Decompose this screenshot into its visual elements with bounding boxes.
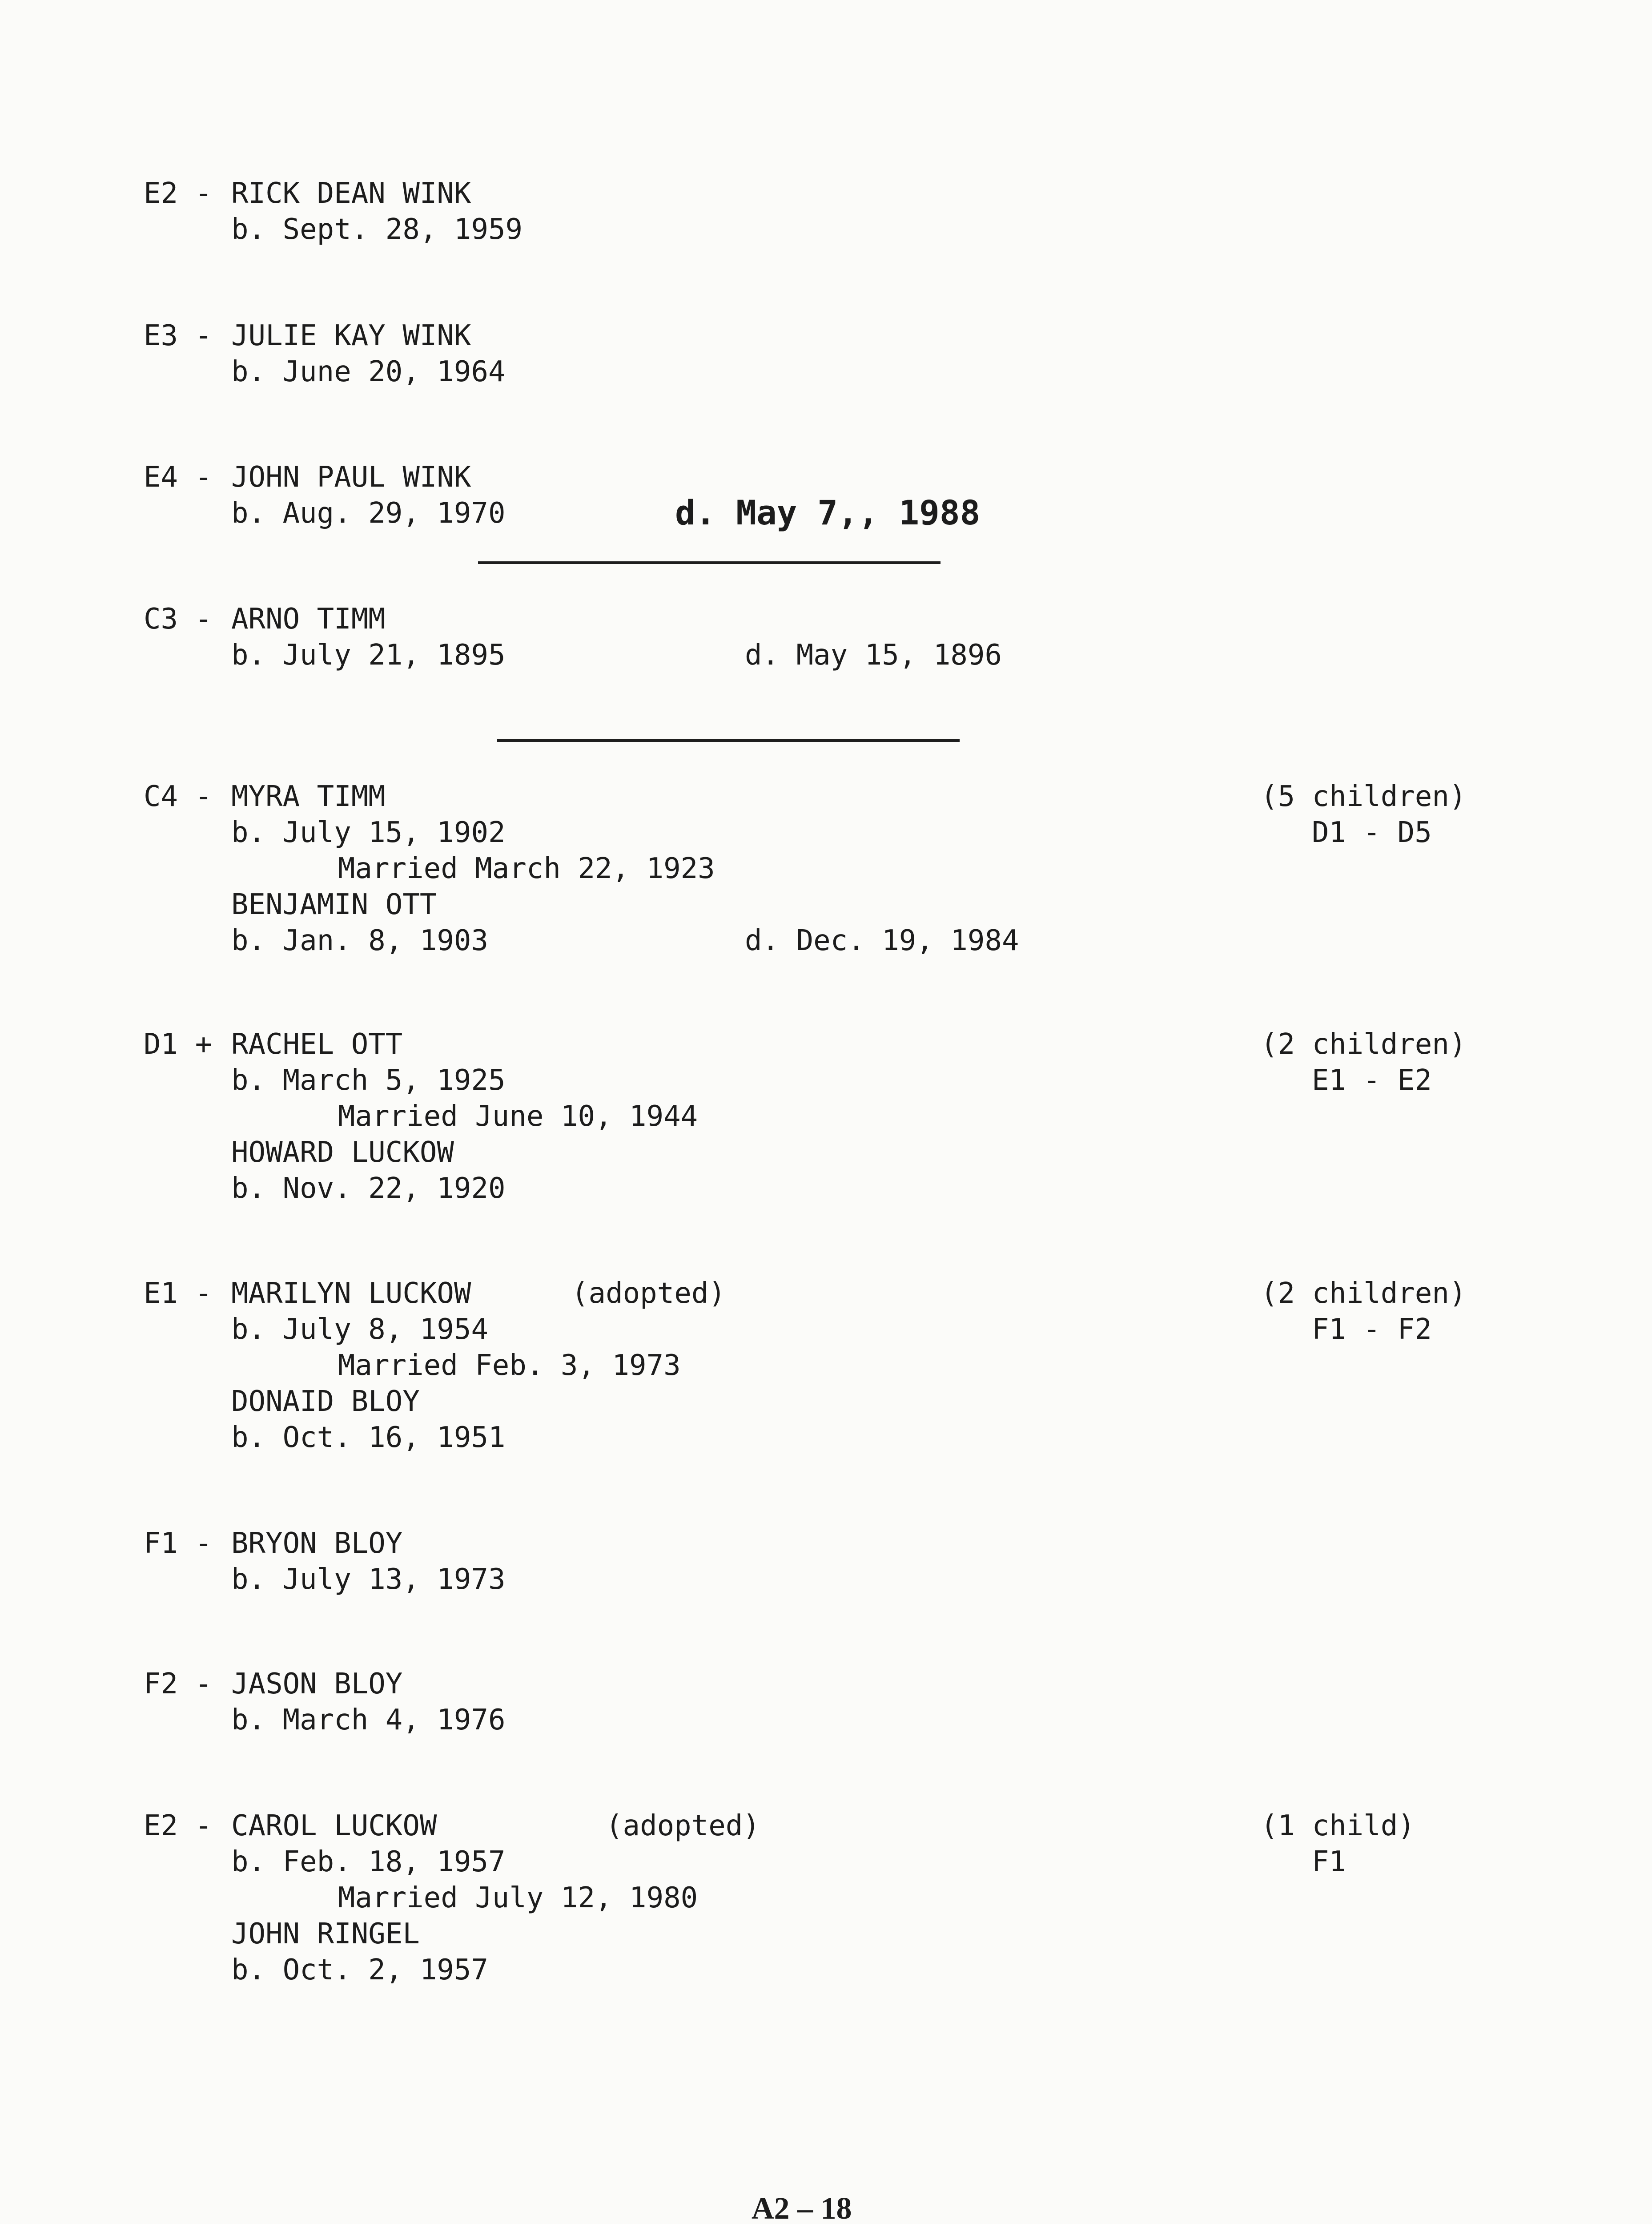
death-date: d. May 15, 1896 [745,639,1002,672]
children-count: (5 children) [1261,780,1467,813]
marriage-date: Married Feb. 3, 1973 [338,1349,681,1382]
marriage-date: Married March 22, 1923 [338,852,715,885]
section-divider [478,561,941,564]
spouse-birth-date: b. Nov. 22, 1920 [231,1172,506,1205]
birth-date: b. July 21, 1895 [231,639,506,672]
person-name: RICK DEAN WINK [231,177,471,210]
section-divider [497,739,960,742]
birth-date: b. July 13, 1973 [231,1563,506,1596]
birth-date: b. July 15, 1902 [231,816,506,849]
person-name: CAROL LUCKOW [231,1809,437,1842]
birth-date: b. Aug. 29, 1970 [231,497,506,530]
spouse-name: HOWARD LUCKOW [231,1136,454,1169]
spouse-birth-date: b. Oct. 16, 1951 [231,1421,506,1454]
death-date: d. May 7,, 1988 [675,493,981,532]
birth-date: b. March 5, 1925 [231,1064,506,1097]
adoption-note: (adopted) [606,1809,760,1842]
adoption-note: (adopted) [571,1277,726,1310]
children-range: E1 - E2 [1312,1064,1432,1097]
spouse-birth-date: b. Oct. 2, 1957 [231,1954,488,1986]
spouse-death-date: d. Dec. 19, 1984 [745,924,1019,957]
marriage-date: Married July 12, 1980 [338,1882,698,1914]
generation-code: E2 - [144,1809,213,1842]
children-count: (2 children) [1261,1277,1467,1310]
person-name: RACHEL OTT [231,1028,403,1061]
generation-code: E2 - [144,177,213,210]
generation-code: E1 - [144,1277,213,1310]
generation-code: E3 - [144,319,213,352]
person-name: MYRA TIMM [231,780,386,813]
marriage-date: Married June 10, 1944 [338,1100,698,1133]
page-number: A2 – 18 [752,2192,852,2224]
children-range: F1 - F2 [1312,1313,1432,1346]
spouse-name: DONAID BLOY [231,1385,420,1418]
person-name: JOHN PAUL WINK [231,461,471,494]
generation-code: F2 - [144,1668,213,1700]
person-name: BRYON BLOY [231,1527,403,1560]
children-count: (2 children) [1261,1028,1467,1061]
birth-date: b. July 8, 1954 [231,1313,488,1346]
children-range: D1 - D5 [1312,816,1432,849]
generation-code: D1 + [144,1028,213,1061]
children-count: (1 child) [1261,1809,1415,1842]
generation-code: E4 - [144,461,213,494]
spouse-name: JOHN RINGEL [231,1918,420,1950]
person-name: JASON BLOY [231,1668,403,1700]
birth-date: b. June 20, 1964 [231,355,506,388]
birth-date: b. Sept. 28, 1959 [231,213,523,246]
person-name: ARNO TIMM [231,603,386,636]
spouse-birth-date: b. Jan. 8, 1903 [231,924,488,957]
birth-date: b. March 4, 1976 [231,1704,506,1736]
generation-code: C3 - [144,603,213,636]
generation-code: F1 - [144,1527,213,1560]
children-range: F1 [1312,1845,1347,1878]
birth-date: b. Feb. 18, 1957 [231,1845,506,1878]
person-name: JULIE KAY WINK [231,319,471,352]
person-name: MARILYN LUCKOW [231,1277,471,1310]
spouse-name: BENJAMIN OTT [231,888,437,921]
generation-code: C4 - [144,780,213,813]
